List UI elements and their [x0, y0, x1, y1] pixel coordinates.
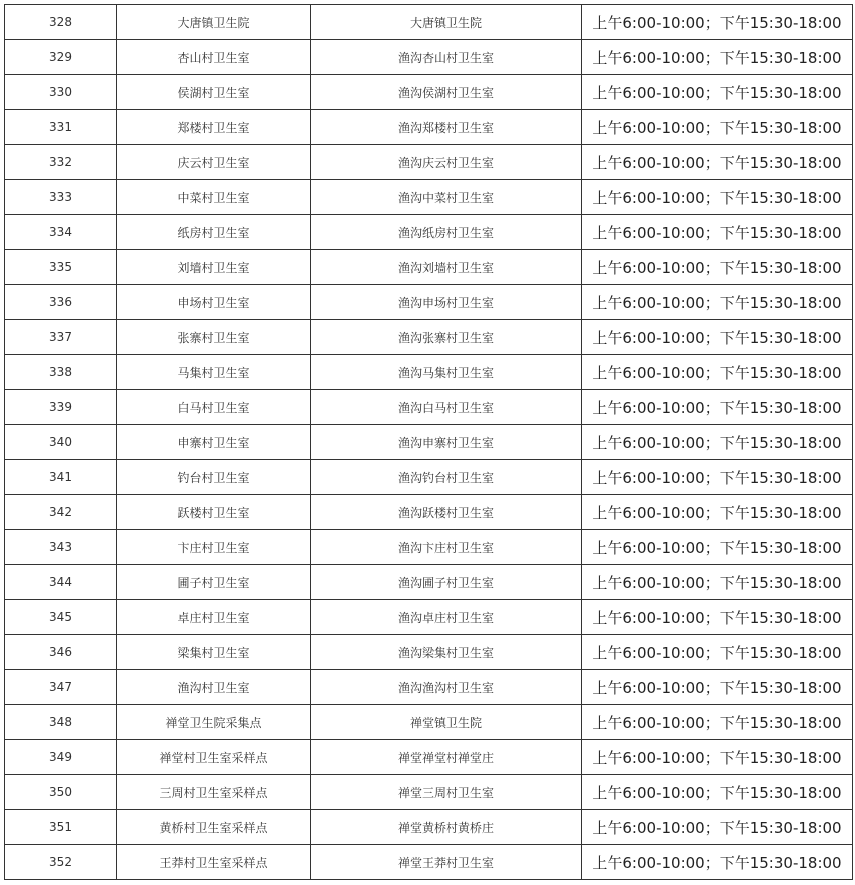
site-name-cell: 黄桥村卫生室采样点 — [117, 810, 311, 845]
row-number-cell: 339 — [5, 390, 117, 425]
row-number-cell: 345 — [5, 600, 117, 635]
service-hours-cell: 上午6:00-10:00；下午15:30-18:00 — [582, 110, 853, 145]
site-name-cell: 纸房村卫生室 — [117, 215, 311, 250]
row-number-cell: 347 — [5, 670, 117, 705]
table-body — [5, 5, 853, 880]
table-row — [5, 180, 853, 215]
site-name-cell: 郑楼村卫生室 — [117, 110, 311, 145]
site-name-cell: 王莽村卫生室采样点 — [117, 845, 311, 880]
row-number-cell: 350 — [5, 775, 117, 810]
row-number-cell: 333 — [5, 180, 117, 215]
table-row — [5, 705, 853, 740]
table-row — [5, 355, 853, 390]
row-number-cell: 330 — [5, 75, 117, 110]
site-location-cell: 渔沟渔沟村卫生室 — [311, 670, 582, 705]
site-location-cell: 禅堂三周村卫生室 — [311, 775, 582, 810]
row-number-cell: 338 — [5, 355, 117, 390]
row-number-cell: 335 — [5, 250, 117, 285]
service-hours-cell: 上午6:00-10:00；下午15:30-18:00 — [582, 320, 853, 355]
row-number-cell: 351 — [5, 810, 117, 845]
service-hours-cell: 上午6:00-10:00；下午15:30-18:00 — [582, 390, 853, 425]
table-row — [5, 145, 853, 180]
service-hours-cell: 上午6:00-10:00；下午15:30-18:00 — [582, 5, 853, 40]
row-number-cell: 352 — [5, 845, 117, 880]
row-number-cell: 340 — [5, 425, 117, 460]
site-name-cell: 梁集村卫生室 — [117, 635, 311, 670]
site-name-cell: 大唐镇卫生院 — [117, 5, 311, 40]
site-location-cell: 渔沟申寨村卫生室 — [311, 425, 582, 460]
table-row — [5, 215, 853, 250]
row-number-cell: 334 — [5, 215, 117, 250]
site-name-cell: 申场村卫生室 — [117, 285, 311, 320]
service-hours-cell: 上午6:00-10:00；下午15:30-18:00 — [582, 215, 853, 250]
table-row — [5, 250, 853, 285]
table-row — [5, 285, 853, 320]
service-hours-cell: 上午6:00-10:00；下午15:30-18:00 — [582, 180, 853, 215]
site-name-cell: 三周村卫生室采样点 — [117, 775, 311, 810]
service-hours-cell: 上午6:00-10:00；下午15:30-18:00 — [582, 635, 853, 670]
service-hours-cell: 上午6:00-10:00；下午15:30-18:00 — [582, 250, 853, 285]
table-row — [5, 5, 853, 40]
site-location-cell: 渔沟白马村卫生室 — [311, 390, 582, 425]
service-hours-cell: 上午6:00-10:00；下午15:30-18:00 — [582, 775, 853, 810]
site-name-cell: 禅堂村卫生室采样点 — [117, 740, 311, 775]
table-row — [5, 565, 853, 600]
row-number-cell: 349 — [5, 740, 117, 775]
row-number-cell: 332 — [5, 145, 117, 180]
table-row — [5, 845, 853, 880]
row-number-cell: 344 — [5, 565, 117, 600]
site-name-cell: 马集村卫生室 — [117, 355, 311, 390]
table-row — [5, 460, 853, 495]
site-location-cell: 大唐镇卫生院 — [311, 5, 582, 40]
site-location-cell: 渔沟跃楼村卫生室 — [311, 495, 582, 530]
service-hours-cell: 上午6:00-10:00；下午15:30-18:00 — [582, 845, 853, 880]
site-name-cell: 庆云村卫生室 — [117, 145, 311, 180]
site-location-cell: 渔沟马集村卫生室 — [311, 355, 582, 390]
site-location-cell: 禅堂禅堂村禅堂庄 — [311, 740, 582, 775]
row-number-cell: 346 — [5, 635, 117, 670]
service-hours-cell: 上午6:00-10:00；下午15:30-18:00 — [582, 810, 853, 845]
sampling-site-table — [4, 4, 853, 880]
table-row — [5, 530, 853, 565]
site-location-cell: 渔沟中菜村卫生室 — [311, 180, 582, 215]
table-row — [5, 390, 853, 425]
site-location-cell: 渔沟张寨村卫生室 — [311, 320, 582, 355]
site-location-cell: 渔沟卞庄村卫生室 — [311, 530, 582, 565]
site-location-cell: 渔沟圃子村卫生室 — [311, 565, 582, 600]
site-name-cell: 卓庄村卫生室 — [117, 600, 311, 635]
table-row — [5, 320, 853, 355]
service-hours-cell: 上午6:00-10:00；下午15:30-18:00 — [582, 565, 853, 600]
table-row — [5, 810, 853, 845]
service-hours-cell: 上午6:00-10:00；下午15:30-18:00 — [582, 75, 853, 110]
table-row — [5, 775, 853, 810]
service-hours-cell: 上午6:00-10:00；下午15:30-18:00 — [582, 705, 853, 740]
site-name-cell: 刘墙村卫生室 — [117, 250, 311, 285]
site-location-cell: 渔沟杏山村卫生室 — [311, 40, 582, 75]
service-hours-cell: 上午6:00-10:00；下午15:30-18:00 — [582, 600, 853, 635]
site-name-cell: 卞庄村卫生室 — [117, 530, 311, 565]
service-hours-cell: 上午6:00-10:00；下午15:30-18:00 — [582, 425, 853, 460]
table-row — [5, 495, 853, 530]
row-number-cell: 348 — [5, 705, 117, 740]
site-name-cell: 侯湖村卫生室 — [117, 75, 311, 110]
site-location-cell: 渔沟纸房村卫生室 — [311, 215, 582, 250]
site-name-cell: 渔沟村卫生室 — [117, 670, 311, 705]
site-location-cell: 渔沟刘墙村卫生室 — [311, 250, 582, 285]
row-number-cell: 336 — [5, 285, 117, 320]
service-hours-cell: 上午6:00-10:00；下午15:30-18:00 — [582, 530, 853, 565]
site-name-cell: 中菜村卫生室 — [117, 180, 311, 215]
site-location-cell: 渔沟梁集村卫生室 — [311, 635, 582, 670]
table-row — [5, 600, 853, 635]
table-row — [5, 40, 853, 75]
table-row — [5, 110, 853, 145]
row-number-cell: 342 — [5, 495, 117, 530]
table-row — [5, 670, 853, 705]
table-row — [5, 75, 853, 110]
service-hours-cell: 上午6:00-10:00；下午15:30-18:00 — [582, 740, 853, 775]
site-name-cell: 杏山村卫生室 — [117, 40, 311, 75]
row-number-cell: 329 — [5, 40, 117, 75]
table-row — [5, 635, 853, 670]
row-number-cell: 343 — [5, 530, 117, 565]
row-number-cell: 331 — [5, 110, 117, 145]
row-number-cell: 341 — [5, 460, 117, 495]
service-hours-cell: 上午6:00-10:00；下午15:30-18:00 — [582, 495, 853, 530]
top-crop-edge — [0, 0, 855, 4]
site-name-cell: 申寨村卫生室 — [117, 425, 311, 460]
site-name-cell: 圃子村卫生室 — [117, 565, 311, 600]
site-location-cell: 渔沟郑楼村卫生室 — [311, 110, 582, 145]
service-hours-cell: 上午6:00-10:00；下午15:30-18:00 — [582, 355, 853, 390]
row-number-cell: 337 — [5, 320, 117, 355]
site-name-cell: 白马村卫生室 — [117, 390, 311, 425]
service-hours-cell: 上午6:00-10:00；下午15:30-18:00 — [582, 145, 853, 180]
site-name-cell: 钓台村卫生室 — [117, 460, 311, 495]
site-location-cell: 渔沟庆云村卫生室 — [311, 145, 582, 180]
site-location-cell: 禅堂黄桥村黄桥庄 — [311, 810, 582, 845]
service-hours-cell: 上午6:00-10:00；下午15:30-18:00 — [582, 285, 853, 320]
service-hours-cell: 上午6:00-10:00；下午15:30-18:00 — [582, 460, 853, 495]
site-name-cell: 张寨村卫生室 — [117, 320, 311, 355]
site-name-cell: 禅堂卫生院采集点 — [117, 705, 311, 740]
site-location-cell: 渔沟侯湖村卫生室 — [311, 75, 582, 110]
site-location-cell: 禅堂王莽村卫生室 — [311, 845, 582, 880]
site-location-cell: 渔沟卓庄村卫生室 — [311, 600, 582, 635]
row-number-cell: 328 — [5, 5, 117, 40]
table-row — [5, 425, 853, 460]
table-row — [5, 740, 853, 775]
site-location-cell: 禅堂镇卫生院 — [311, 705, 582, 740]
site-name-cell: 跃楼村卫生室 — [117, 495, 311, 530]
service-hours-cell: 上午6:00-10:00；下午15:30-18:00 — [582, 670, 853, 705]
service-hours-cell: 上午6:00-10:00；下午15:30-18:00 — [582, 40, 853, 75]
site-location-cell: 渔沟钓台村卫生室 — [311, 460, 582, 495]
site-location-cell: 渔沟申场村卫生室 — [311, 285, 582, 320]
